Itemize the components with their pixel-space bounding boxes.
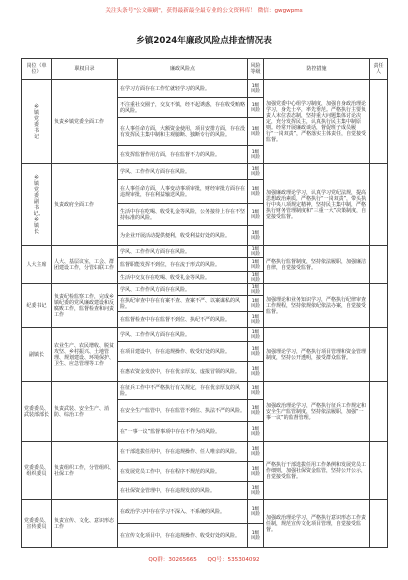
risk-point-cell: 在监督检查中存在监督不到位、执纪不严的风险。 (118, 312, 248, 328)
measures-cell: 加强理论学习，严格执行项目管理和资金管理制度，坚持公开透明，接受群众监督。 (264, 328, 370, 382)
measures-cell: 严格执行干部选拔任用工作条例和发展党员工作细则，加强社保资金监管，坚持公开公示，自觉接受监督。 (264, 442, 370, 500)
owner-cell (370, 500, 388, 548)
risk-level-cell: 1级风险 (248, 382, 264, 400)
risk-level-cell: 1级风险 (248, 80, 264, 98)
risk-point-cell: 在宣传文化项目中，存在违规操作、收受好处的风险。 (118, 524, 248, 548)
risk-level-cell: 1级风险 (248, 226, 264, 246)
owner-cell (370, 80, 388, 164)
owner-cell (370, 328, 388, 382)
risk-point-cell: 在惠农资金发放中，存在优亲厚友、虚报冒领的风险。 (118, 362, 248, 382)
measures-cell: 加强廉政理论学习，认真学习党纪法规，提高思想政治素质，严格执行“一岗双责”，带头执行中央八项规定精神，坚持民主集中制，严格执行财务管理制度和“三重一大”决策制度，自觉接受监督。 (264, 164, 370, 246)
risk-point-cell: 在安全生产监管中，存在监管不到位、执法不严的风险。 (118, 400, 248, 422)
table-header (22, 59, 388, 80)
risk-level-cell: 1级风险 (248, 422, 264, 442)
footer-contact: QQ群：30265665 QQ号：535304092 (148, 557, 260, 563)
risk-point-cell: 学风、工作作风方面存在风险。 (118, 246, 248, 258)
position-cell (22, 382, 52, 442)
duties-cell: 农业生产、农民增收、脱贫攻坚、乡村振兴、土地管理、规划建设、环境保护、卫生、应急管理等工作 (52, 328, 118, 382)
risk-point-cell: 在社保资金管理中，存在违规发放的风险。 (118, 482, 248, 500)
risk-level-cell: 1级风险 (248, 342, 264, 362)
risk-level-cell: 1级风险 (248, 164, 264, 180)
duties-cell: 负责宣传、文化、意识形态工作 (52, 500, 118, 548)
risk-level-cell: 1级风险 (248, 180, 264, 204)
risk-level-cell: 1级风险 (248, 328, 264, 342)
position-cell (22, 80, 52, 164)
risk-level-cell: 1级风险 (248, 258, 264, 272)
duties-cell: 负责政府全面工作 (52, 164, 118, 246)
column-header-owner: 责任人 (370, 59, 388, 80)
duties-cell: 负责纪检监察工作，完成乡镇纪委的党风廉政建设和反腐败工作，监督检查和问责工作 (52, 284, 118, 328)
owner-cell (370, 442, 388, 500)
risk-point-cell: 在项目建设中，存在违规操作、收受好处的风险。 (118, 342, 248, 362)
position-label: 乡镇党委副书记、乡镇长 (33, 174, 44, 235)
duties-cell: 负责武装、安全生产、消防、综治工作 (52, 382, 118, 442)
risk-point-cell: 在“一事一议”监督事项中存在不作为的风险。 (118, 422, 248, 442)
risk-point-cell: 在执纪审查中存在有案不查、查案不严、以案谋私的风险。 (118, 296, 248, 312)
risk-level-cell: 1级风险 (248, 524, 264, 548)
document-title: 乡镇2024年廉政风险点排查情况表 (136, 36, 272, 46)
risk-point-cell: 学风、工作作风方面存在风险。 (118, 164, 248, 180)
risk-point-cell: 学风、工作作风方面存在风险。 (118, 284, 248, 296)
column-header-position: 岗位（单位） (22, 59, 52, 80)
risk-level-cell: 1级风险 (248, 246, 264, 258)
table-row (22, 246, 388, 258)
risk-level-cell: 1级风险 (248, 118, 264, 146)
column-header-duties: 职权目录 (52, 59, 118, 80)
table-row (22, 284, 388, 296)
risk-point-cell: 不注重社交圈子，交友不慎，经不起诱惑，存在收受贿赂的风险。 (118, 98, 248, 118)
risk-level-cell: 1级风险 (248, 272, 264, 284)
position-cell (22, 442, 52, 500)
owner-cell (370, 164, 388, 246)
owner-cell (370, 246, 388, 284)
position-label: 党委委员、宣传委员 (24, 517, 50, 530)
owner-cell (370, 284, 388, 328)
risk-level-cell: 1级风险 (248, 482, 264, 500)
risk-level-cell: 1级风险 (248, 500, 264, 524)
table-row (22, 80, 388, 98)
header-notice: 关注头条号"公文碳刷"，获得最新最全最专业的公文资料库！ 微信：gwgwpms (105, 8, 303, 14)
risk-point-cell: 学风、工作作风方面存在风险。 (118, 328, 248, 342)
position-label: 纪委书记 (26, 302, 47, 309)
risk-level-cell: 1级风险 (248, 362, 264, 382)
risk-point-cell: 生活中存在吃喝、收受礼金等风险，公务接待上存在不坚持标准的风险。 (118, 204, 248, 226)
risk-level-cell: 1级风险 (248, 400, 264, 422)
duties-cell: 人大、基层议室，工会、群团建设工作，分管妇联工作 (52, 246, 118, 284)
risk-table (21, 58, 388, 548)
position-label: 党委委员、武装部部长 (24, 405, 50, 418)
position-cell (22, 284, 52, 328)
header-row (22, 59, 388, 80)
measures-cell: 加强政治理论学习，严格执行征兵工作规定和安全生产监管制度，坚持依法履职，加强“一事一议”的监督管理。 (264, 382, 370, 442)
column-header-measures: 防控措施 (264, 59, 370, 80)
position-label: 人大主席 (26, 261, 47, 268)
risk-point-cell: 为企业开展活动提供便利，收受利益好处的风险。 (118, 226, 248, 246)
risk-point-cell: 在发展党员工作中，存在程序不规范的风险。 (118, 462, 248, 482)
risk-level-cell: 1级风险 (248, 462, 264, 482)
risk-level-cell: 1级风险 (248, 296, 264, 312)
position-cell (22, 246, 52, 284)
position-label: 副镇长 (28, 351, 44, 358)
position-cell (22, 328, 52, 382)
table-row (22, 328, 388, 342)
risk-table-body (22, 80, 388, 548)
position-label: 党委委员、组织委员 (24, 464, 50, 477)
risk-level-cell: 1级风险 (248, 284, 264, 296)
risk-level-cell: 1级风险 (248, 146, 264, 164)
owner-cell (370, 382, 388, 442)
table-row (22, 382, 388, 400)
table-row (22, 500, 388, 524)
risk-point-cell: 在发挥监督作用方面，存在监督不力的风险。 (118, 146, 248, 164)
risk-point-cell: 在人事任命方面，大额资金使用，项目安排方面，存在没有发挥民主集中制和主观臆断、独断专行的风险。 (118, 118, 248, 146)
risk-level-cell: 1级风险 (248, 204, 264, 226)
duties-cell: 负责组织工作，分管组织、社保工作 (52, 442, 118, 500)
risk-level-cell: 1级风险 (248, 312, 264, 328)
risk-point-cell: 在学习方面存在工作忙就轻学习的风险。 (118, 80, 248, 98)
table-row (22, 164, 388, 180)
risk-point-cell: 监督职能发挥不到位，存在流于形式的风险。 (118, 258, 248, 272)
measures-cell: 加强党委中心组学习制度，加强自身政治理论学习，身先士卒，率先垂范。严格执行主要负责人末位表态制，坚持重大问题集体讨论决定，充分发挥民主，认真执行民主集中制原则。经常开展廉政谈话，督促班子成员履行“一岗双责”，严格落实主体责任，自觉接受监督。 (264, 80, 370, 164)
risk-point-cell: 在征兵工作中不严格执行有关规定，存在优亲厚友的风险。 (118, 382, 248, 400)
risk-point-cell: 在政治学习中存在学习不深入、不系统的风险。 (118, 500, 248, 524)
column-header-risk-level: 风险等级 (248, 59, 264, 80)
measures-cell: 严格执行监督制度，坚持依法履职，加强廉洁自律，自觉接受监督。 (264, 246, 370, 284)
measures-cell: 加强政治理论学习，严格执行意识形态工作责任制，规范宣传文化项目管理，自觉接受监督。 (264, 500, 370, 548)
risk-point-cell: 在干部选拔任用中，存在违规操作、任人唯亲的风险。 (118, 442, 248, 462)
measures-cell: 加强理论和业务知识学习，严格执行纪律审查工作规程，坚持依规依纪依法办案，自觉接受监督。 (264, 284, 370, 328)
position-cell (22, 164, 52, 246)
position-label: 乡镇党委书记 (33, 103, 39, 140)
risk-level-cell: 1级风险 (248, 442, 264, 462)
risk-point-cell: 在人事任命方面，人事变动事项审批，财经审批方面存在违规审批，存在利益输送风险。 (118, 180, 248, 204)
table-row (22, 442, 388, 462)
column-header-risk-points: 廉政风险点 (118, 59, 248, 80)
risk-point-cell: 生活中交友存在吃喝、收受礼金等风险。 (118, 272, 248, 284)
duties-cell: 负责乡镇党委全面工作 (52, 80, 118, 164)
position-cell (22, 500, 52, 548)
risk-level-cell: 1级风险 (248, 98, 264, 118)
